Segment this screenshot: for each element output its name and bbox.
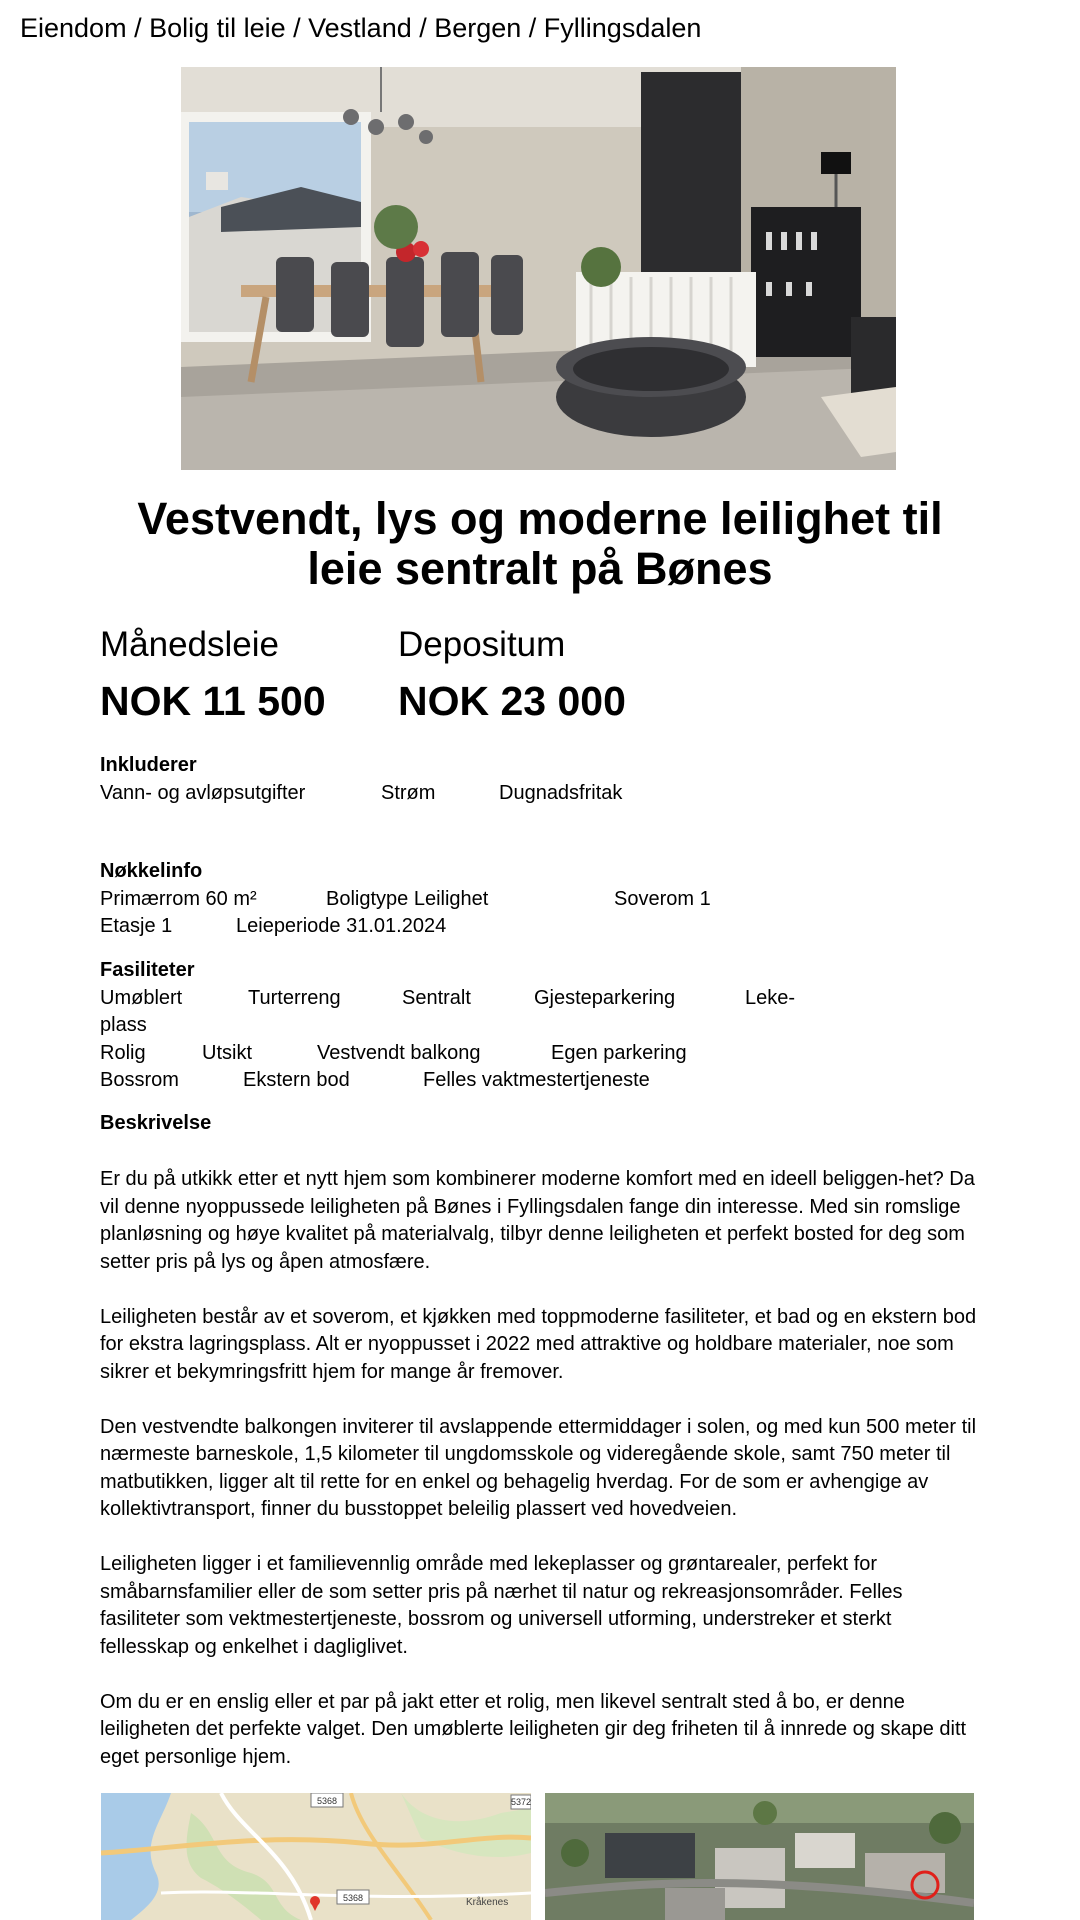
living-room-photo bbox=[181, 67, 896, 470]
description-paragraph: Leiligheten ligger i et familievennlig område med lekeplasser og grøntarealer, perfekt for småbarnsfamilier eller de som setter pris på nærhet til natur og rekreasjonsområder. Felles fasiliteter som vektmestertjeneste, bossrom og universell utforming, understreker et sterkt fellesskap og enkelhet i dagliglivet. bbox=[100, 1553, 903, 1658]
description-body bbox=[100, 1166, 980, 1799]
aerial-photo[interactable] bbox=[545, 1793, 974, 1920]
facility-item: Gjesteparkering bbox=[534, 986, 676, 1009]
keyinfo-housing-type: Boligtype Leilighet bbox=[326, 887, 489, 910]
facility-item: Felles vaktmestertjeneste bbox=[423, 1069, 650, 1091]
includes-item: Strøm bbox=[381, 781, 436, 804]
keyinfo-section bbox=[100, 858, 711, 941]
includes-heading: Inkluderer bbox=[100, 754, 197, 776]
description-paragraph: Om du er en enslig eller et par på jakt etter et rolig, men likevel sentralt sted å bo, er denne leiligheten det perfekte valget. Den umøblerte leiligheten gir deg friheten til å innrede og skape ditt eget personlige hjem. bbox=[100, 1690, 967, 1768]
includes-section bbox=[100, 752, 622, 807]
monthly-rent-label: Månedsleie bbox=[100, 625, 279, 664]
monthly-rent bbox=[100, 622, 326, 726]
breadcrumb[interactable]: Eiendom / Bolig til leie / Vestland / Bergen / Fyllingsdalen bbox=[20, 13, 702, 43]
deposit-value: NOK 23 000 bbox=[398, 678, 626, 724]
keyinfo-primary-area: Primærrom 60 m² bbox=[100, 887, 257, 910]
keyinfo-rental-period: Leieperiode 31.01.2024 bbox=[236, 915, 447, 937]
description-paragraph: Leiligheten består av et soverom, et kjøkken med toppmoderne fasiliteter, et bad og en ekstern bod for ekstra lagringsplass. Alt er nyoppusset i 2022 med attraktive og holdbare materialer, noe som sikrer et bekymringsfritt hjem for mange år fremover. bbox=[100, 1305, 977, 1383]
keyinfo-bedrooms: Soverom 1 bbox=[614, 887, 711, 910]
keyinfo-heading: Nøkkelinfo bbox=[100, 860, 203, 882]
includes-item: Vann- og avløpsutgifter bbox=[100, 781, 306, 804]
facility-item: Utsikt bbox=[202, 1041, 252, 1064]
description-heading: Beskrivelse bbox=[100, 1112, 212, 1134]
location-map[interactable] bbox=[101, 1793, 531, 1920]
facilities-heading: Fasiliteter bbox=[100, 959, 195, 981]
listing-title: Vestvendt, lys og moderne leilighet til leie sentralt på Bønes bbox=[137, 493, 943, 594]
facility-item: Ekstern bod bbox=[243, 1069, 350, 1091]
facility-item: Umøblert bbox=[100, 986, 183, 1009]
description-paragraph: Er du på utkikk etter et nytt hjem som kombinerer moderne komfort med en ideell beliggen-het? Da vil denne nyoppussede leiligheten på Bønes i Fyllingsdalen fange din interesse. Med sin romslige planløsning og høye kvalitet på materialvalg, tilbyr denne leiligheten et perfekt bosted for deg som setter pris på lys og åpen atmosfære. bbox=[100, 1168, 975, 1273]
deposit bbox=[398, 622, 626, 726]
facility-item: Vestvendt balkong bbox=[317, 1041, 481, 1064]
facility-item: plass bbox=[100, 1014, 147, 1036]
description-paragraph: Den vestvendte balkongen inviterer til avslappende ettermiddager i solen, og med kun 500 meter til nærmeste barneskole, 1,5 kilometer til ungdomsskole og videregående skole, samt 750 meter til matbutikken, ligger alt til rette for en enkel og behagelig hverdag. For de som er avhengige av kollektivtransport, finner du busstoppet beleilig plassert ved hovedveien. bbox=[100, 1415, 977, 1520]
includes-item: Dugnadsfritak bbox=[499, 781, 623, 804]
map-label: 5368 bbox=[316, 1796, 338, 1806]
description-heading-wrap bbox=[100, 1110, 211, 1138]
facility-item: Sentralt bbox=[402, 986, 471, 1009]
monthly-rent-value: NOK 11 500 bbox=[100, 678, 326, 724]
facility-item: Leke- bbox=[745, 986, 796, 1009]
keyinfo-floor: Etasje 1 bbox=[100, 915, 173, 937]
aerial-graphic bbox=[545, 1793, 974, 1920]
map-label: Kråkenes bbox=[466, 1897, 509, 1908]
map-graphic bbox=[101, 1793, 531, 1920]
deposit-label: Depositum bbox=[398, 625, 566, 664]
listing-hero-photo[interactable] bbox=[181, 67, 896, 470]
facility-item: Rolig bbox=[100, 1041, 146, 1064]
facility-item: Turterreng bbox=[248, 986, 341, 1009]
facility-item: Bossrom bbox=[100, 1069, 179, 1091]
map-label: 5372 bbox=[510, 1797, 531, 1807]
facilities-section bbox=[100, 957, 795, 1095]
map-label: 5368 bbox=[342, 1893, 364, 1903]
facility-item: Egen parkering bbox=[551, 1041, 687, 1064]
